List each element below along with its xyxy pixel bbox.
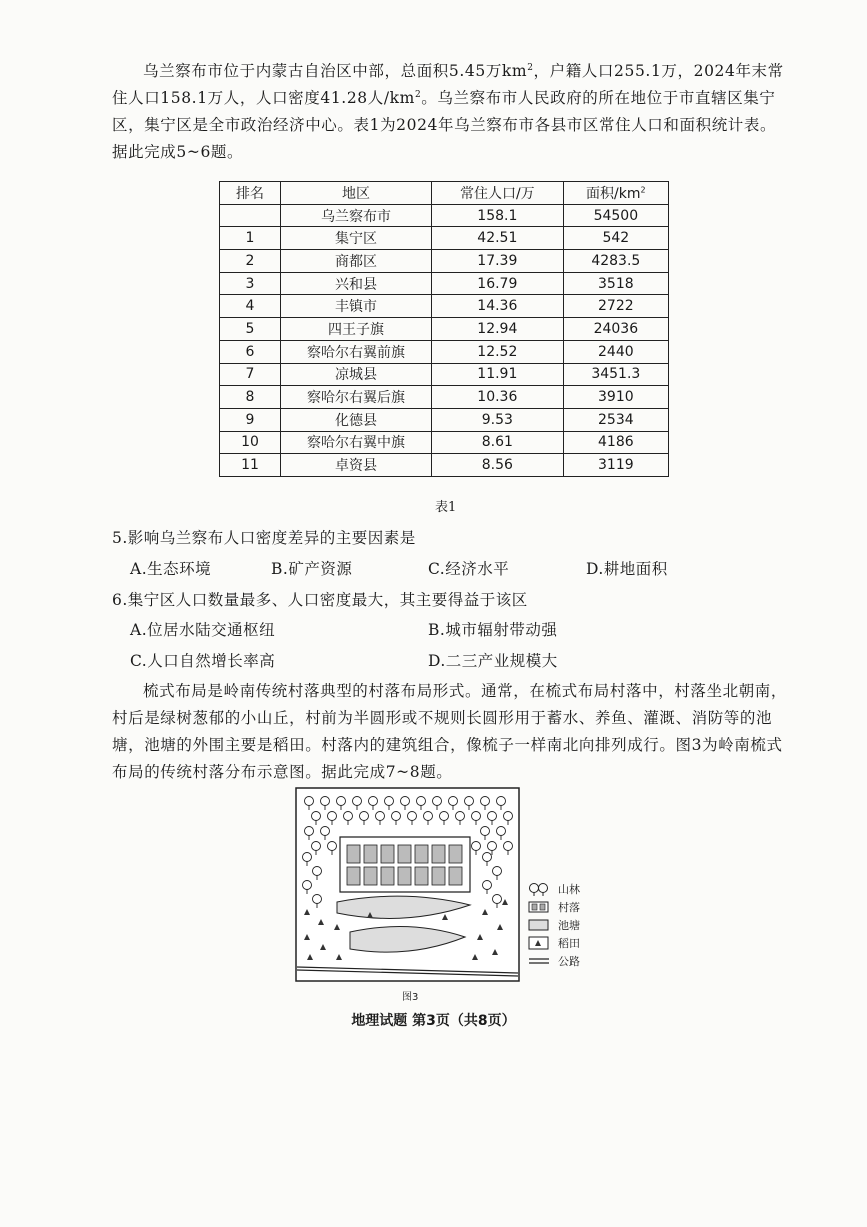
house-block: [432, 867, 445, 885]
table-header-text: 面积/km: [586, 185, 641, 202]
region-cell: 商都区: [281, 250, 432, 273]
village-map-figure: [295, 787, 520, 985]
table-caption: 表1: [435, 500, 457, 515]
area-cell: 4283.5: [563, 250, 668, 273]
table-row: [220, 227, 669, 250]
house-block: [347, 845, 360, 863]
table-header-sup: 2: [640, 185, 646, 195]
q5-option-a: A.生态环境: [130, 560, 212, 578]
region-cell: 凉城县: [281, 363, 432, 386]
house-block: [364, 867, 377, 885]
table-row: [220, 272, 669, 295]
house-block: [449, 845, 462, 863]
table-row: [220, 318, 669, 341]
rank-cell: 11: [220, 454, 281, 477]
rank-cell: 6: [220, 340, 281, 363]
table-row: [220, 340, 669, 363]
page-footer: 地理试题 第3页（共8页）: [351, 1013, 516, 1029]
q6-option-d: D.二三产业规模大: [428, 652, 558, 670]
pond-icon: [528, 918, 550, 932]
region-cell: 察哈尔右翼后旗: [281, 386, 432, 409]
q5-option-b: B.矿产资源: [271, 560, 353, 578]
region-cell: 集宁区: [281, 227, 432, 250]
legend-village: [528, 898, 580, 916]
area-cell: 54500: [563, 204, 668, 227]
area-cell: 3518: [563, 272, 668, 295]
region-cell: 化德县: [281, 408, 432, 431]
population-cell: 158.1: [432, 204, 564, 227]
table-header-row: [220, 182, 669, 205]
table-body: [220, 204, 669, 476]
area-cell: 2722: [563, 295, 668, 318]
area-cell: 2534: [563, 408, 668, 431]
population-cell: 14.36: [432, 295, 564, 318]
region-cell: 丰镇市: [281, 295, 432, 318]
question-5-stem: 5.影响乌兰察布人口密度差异的主要因素是: [112, 529, 416, 547]
house-block: [432, 845, 445, 863]
house-block: [449, 867, 462, 885]
population-table: [219, 181, 669, 477]
table-row: [220, 408, 669, 431]
legend-label: 公路: [558, 955, 580, 968]
table-header: [563, 182, 668, 205]
q6-option-c: C.人口自然增长率高: [130, 652, 276, 670]
legend-forest: [528, 880, 580, 898]
table-header: 排名: [220, 182, 281, 205]
intro2-paragraph: 梳式布局是岭南传统村落典型的村落布局形式。通常，在梳式布局村落中，村落坐北朝南，村后是绿树葱郁的小山丘，村前为半圆形或不规则长圆形用于蓄水、养鱼、灌溉、消防等的池塘，池塘的外围主要是稻田。村落内的建筑组合，像梳子一样南北向排列成行。图3为岭南梳式布局的传统村落分布示意图。据此完成7~8题。: [112, 682, 788, 781]
house-block: [381, 867, 394, 885]
population-cell: 12.94: [432, 318, 564, 341]
house-block: [381, 845, 394, 863]
population-cell: 10.36: [432, 386, 564, 409]
population-cell: 42.51: [432, 227, 564, 250]
area-cell: 3451.3: [563, 363, 668, 386]
map-legend: [528, 880, 580, 970]
question-6-stem: 6.集宁区人口数量最多、人口密度最大，其主要得益于该区: [112, 591, 528, 609]
house-block: [415, 867, 428, 885]
region-cell: 四王子旗: [281, 318, 432, 341]
house-block: [364, 845, 377, 863]
house-block: [398, 867, 411, 885]
region-cell: 察哈尔右翼中旗: [281, 431, 432, 454]
population-cell: 16.79: [432, 272, 564, 295]
rank-cell: 4: [220, 295, 281, 318]
q6-option-a: A.位居水陆交通枢纽: [130, 621, 276, 639]
table-row: [220, 363, 669, 386]
region-cell: 卓资县: [281, 454, 432, 477]
intro-sup-2: 2: [414, 89, 422, 100]
house-block: [415, 845, 428, 863]
area-cell: 4186: [563, 431, 668, 454]
population-cell: 8.56: [432, 454, 564, 477]
intro-paragraph: [112, 58, 792, 166]
table-header: 地区: [281, 182, 432, 205]
region-cell: 乌兰察布市: [281, 204, 432, 227]
table-row: [220, 454, 669, 477]
population-cell: 12.52: [432, 340, 564, 363]
area-cell: 542: [563, 227, 668, 250]
rank-cell: [220, 204, 281, 227]
road-icon: [528, 954, 550, 968]
legend-label: 山林: [558, 883, 580, 896]
legend-label: 村落: [558, 901, 580, 914]
population-cell: 9.53: [432, 408, 564, 431]
intro-text-1: 乌兰察布市位于内蒙古自治区中部，总面积5.45万km: [143, 62, 528, 80]
legend-label: 稻田: [558, 937, 580, 950]
rank-cell: 5: [220, 318, 281, 341]
area-cell: 3119: [563, 454, 668, 477]
rice-field-icon: [528, 936, 550, 950]
table-row: [220, 431, 669, 454]
rank-cell: 1: [220, 227, 281, 250]
intro-text-2: ，户籍人口255.1万，2024年末常住人口158.1万人，人口密度41.28人/km: [112, 62, 784, 107]
legend-road: [528, 952, 580, 970]
intro-sup-1: 2: [527, 62, 534, 73]
region-cell: 兴和县: [281, 272, 432, 295]
legend-rice: [528, 934, 580, 952]
legend-pond: [528, 916, 580, 934]
rank-cell: 2: [220, 250, 281, 273]
table-row: [220, 386, 669, 409]
population-cell: 11.91: [432, 363, 564, 386]
intro-text-3: 。乌兰察布市人民政府的所在地位于市直辖区集宁区，集宁区是全市政治经济中心。表1为2024年乌兰察布市各县市区常住人口和面积统计表。据此完成5~6题。: [112, 89, 777, 161]
table-row: [220, 295, 669, 318]
village-icon: [528, 900, 550, 914]
house-block: [347, 867, 360, 885]
table-header: 常住人口/万: [432, 182, 564, 205]
house-block: [398, 845, 411, 863]
table-row: [220, 204, 669, 227]
rank-cell: 9: [220, 408, 281, 431]
q6-option-b: B.城市辐射带动强: [428, 621, 558, 639]
forest-icon: [528, 882, 550, 896]
q5-option-c: C.经济水平: [428, 560, 510, 578]
rank-cell: 3: [220, 272, 281, 295]
population-cell: 8.61: [432, 431, 564, 454]
area-cell: 2440: [563, 340, 668, 363]
area-cell: 3910: [563, 386, 668, 409]
area-cell: 24036: [563, 318, 668, 341]
figure-caption: 图3: [402, 992, 419, 1003]
table-row: [220, 250, 669, 273]
q5-option-d: D.耕地面积: [586, 560, 668, 578]
village-block: [340, 837, 470, 892]
rank-cell: 7: [220, 363, 281, 386]
rank-cell: 8: [220, 386, 281, 409]
rank-cell: 10: [220, 431, 281, 454]
population-cell: 17.39: [432, 250, 564, 273]
legend-label: 池塘: [558, 919, 580, 932]
region-cell: 察哈尔右翼前旗: [281, 340, 432, 363]
